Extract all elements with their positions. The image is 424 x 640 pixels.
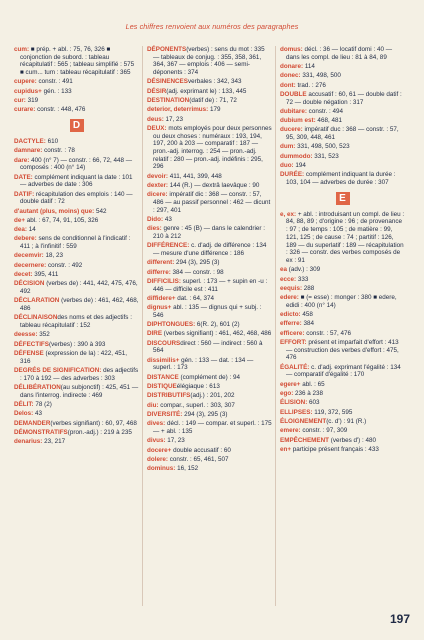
- index-references: constr. : 492: [46, 261, 83, 269]
- index-entry: [14, 226, 139, 234]
- index-headword: dies:: [147, 225, 162, 233]
- index-references: (verbes signifiant) : 60, 97, 468: [50, 419, 137, 427]
- index-entry: [280, 266, 405, 274]
- index-entry: [14, 367, 139, 382]
- index-headword: deesse:: [14, 331, 38, 339]
- index-headword: DÉCLINAISON: [14, 314, 58, 322]
- index-references: 78 (2): [33, 400, 52, 408]
- index-entry: [147, 383, 272, 391]
- index-references: élégiaque : 613: [176, 383, 220, 391]
- index-entry: [147, 269, 272, 277]
- index-references: 603: [307, 399, 320, 407]
- index-entry: [14, 217, 139, 225]
- index-headword: DIFFICILIS:: [147, 277, 181, 285]
- index-headword: eequis:: [280, 284, 303, 292]
- index-entry: [14, 208, 139, 216]
- index-references: accusatif : 60, 61 — double datif : 72 — double négation : 317: [286, 90, 402, 106]
- index-references: 468, 481: [315, 117, 342, 125]
- index-entry: [147, 97, 272, 105]
- index-entry: [14, 252, 139, 260]
- index-entry: [147, 216, 272, 224]
- index-references: 18, 23: [43, 252, 64, 260]
- index-references: constr. : 494: [306, 107, 343, 115]
- index-references: 114: [303, 63, 315, 70]
- index-entry: [147, 321, 272, 329]
- index-headword: ÉLOIGNEMENT: [280, 417, 327, 425]
- index-references: des adjectifs : 170 à 192 — des adverbes : 303: [20, 366, 139, 382]
- index-references: décl. : 36 — locatif domi : 40 — dans les compl. de lieu : 81 à 84, 89: [286, 46, 392, 61]
- index-references: 17, 23: [165, 437, 185, 445]
- index-entry: [280, 427, 405, 435]
- index-references: genre : 45 (B) — dans le calendrier : 210 à 212: [153, 225, 265, 240]
- index-headword: denarius:: [14, 438, 43, 446]
- index-entry: [280, 311, 405, 319]
- index-headword: dubium est:: [280, 117, 316, 125]
- index-headword: decemvir:: [14, 252, 44, 260]
- index-headword: cur:: [14, 97, 26, 104]
- index-references: sens de conditionnel à l'indicatif : 411 ; à l'infinitif : 559: [20, 235, 131, 251]
- index-headword: DÉCISION: [14, 280, 45, 288]
- index-references: 6(R. 2), 601 (2): [195, 321, 240, 329]
- index-headword: ELLIPSES:: [280, 408, 313, 416]
- index-entry: [280, 82, 405, 90]
- index-references: 144 (R.) — dextrâ laevâque : 90: [168, 182, 260, 189]
- index-headword: emere:: [280, 427, 301, 435]
- index-entry: [147, 106, 272, 114]
- index-entry: [280, 276, 405, 284]
- index-entry: [14, 341, 139, 349]
- index-entry: [14, 88, 139, 96]
- index-references: (verbes) : 390 à 393: [48, 340, 106, 348]
- index-headword: diffidere+: [147, 294, 176, 302]
- index-entry: [147, 242, 272, 257]
- index-references: gén. : 133: [41, 87, 72, 95]
- index-references: 384 — constr. : 98: [170, 268, 224, 276]
- index-references: ■ prép. + abl. : 75, 76, 326 ■ conjonction de subord. : tableau récapitulatif : 565 ; tableau simplifié : 575 ■ cum... tum : tableau récapitulatif : 365: [20, 46, 135, 77]
- index-headword: cupidus+: [14, 87, 42, 95]
- index-references: c. d'adj. de différence : 134 — mesure d'une différence : 186: [153, 242, 267, 257]
- page-header: Les chiffres renvoient aux numéros des paragraphes: [125, 22, 299, 31]
- index-headword: DACTYLE:: [14, 138, 46, 145]
- index-headword: diu:: [147, 401, 159, 409]
- index-references: 352: [37, 331, 50, 339]
- index-entry: [147, 46, 272, 77]
- index-headword: dont:: [280, 81, 296, 89]
- index-headword: DÉSINENCES: [147, 78, 188, 86]
- index-headword: differre:: [147, 268, 171, 276]
- index-headword: e, ex:: [280, 210, 297, 218]
- index-headword: ecce:: [280, 275, 297, 283]
- index-entry: [14, 331, 139, 339]
- index-references: c. d'adj. exprimant l'égalité : 134 — comparatif d'égalité : 170: [286, 363, 401, 379]
- index-entry: [147, 420, 272, 435]
- index-headword: ego:: [280, 390, 294, 398]
- index-references: (pron.-adj.) : 219 à 235: [67, 428, 132, 436]
- index-references: 194: [293, 162, 306, 170]
- index-headword: devoir:: [147, 172, 168, 180]
- index-entry: [280, 126, 405, 141]
- index-entry: [280, 330, 405, 338]
- index-headword: dexter:: [147, 182, 168, 189]
- index-entry: [147, 78, 272, 86]
- index-headword: EMPÊCHEMENT: [280, 436, 329, 444]
- index-entry: [280, 211, 405, 265]
- index-references: constr. : 57, 476: [304, 329, 352, 337]
- index-references: 384: [301, 320, 314, 328]
- column-divider: [275, 46, 276, 606]
- index-entry: [280, 91, 405, 106]
- index-entry: [14, 420, 139, 428]
- index-references: participe présent français : 433: [291, 445, 379, 453]
- index-entry: [14, 410, 139, 418]
- index-headword: decernere:: [14, 261, 47, 269]
- index-entry: [14, 297, 139, 312]
- index-references: verbales : 342, 343: [187, 78, 242, 86]
- index-headword: Delos:: [14, 410, 34, 418]
- index-references: 236 à 238: [293, 390, 324, 398]
- index-references: 333: [296, 275, 309, 283]
- index-references: abl. : 65: [300, 380, 325, 388]
- index-entry: [280, 171, 405, 186]
- index-headword: edicto:: [280, 311, 301, 319]
- index-entry: [280, 409, 405, 417]
- index-references: abl. : 67, 74, 91, 105, 326: [25, 216, 99, 224]
- index-entry: [14, 235, 139, 250]
- index-entry: [14, 314, 139, 329]
- index-entry: [14, 280, 139, 295]
- index-headword: debere:: [14, 235, 37, 243]
- index-headword: dicere:: [147, 191, 168, 199]
- index-headword: efficere:: [280, 329, 305, 337]
- index-references: (complément de) : 94: [178, 373, 240, 381]
- index-references: récapitulation des emplois : 140 — double datif : 72: [20, 190, 133, 206]
- index-headword: EFFORT:: [280, 339, 307, 347]
- index-entry: [280, 339, 405, 362]
- index-references: (c. d') : 91 (R.): [326, 417, 367, 425]
- index-headword: duo:: [280, 162, 294, 170]
- index-headword: de+: [14, 216, 26, 224]
- index-entry: [14, 147, 139, 155]
- index-references: constr. : 78: [42, 147, 75, 155]
- index-headword: DISTIQUE: [147, 383, 177, 391]
- index-headword: DÉPONENTS: [147, 46, 187, 53]
- index-entry: [14, 401, 139, 409]
- index-headword: cum:: [14, 46, 30, 53]
- index-entry: [14, 157, 139, 172]
- index-references: abl. : 135 — dignus qui + subj. : 546: [153, 304, 262, 319]
- index-entry: [280, 364, 405, 379]
- index-headword: edere:: [280, 294, 299, 302]
- index-entry: [14, 429, 139, 437]
- index-column-2: [147, 46, 272, 474]
- index-entry: [147, 456, 272, 464]
- index-references: (au subjonctif) : 425, 451 — dans l'interrog. indirecte : 469: [20, 383, 139, 399]
- index-references: 23, 217: [42, 438, 66, 446]
- index-entry: [14, 174, 139, 189]
- index-entry: [280, 320, 405, 328]
- index-entry: [280, 72, 405, 80]
- index-references: 17, 23: [163, 115, 184, 123]
- index-references: 331, 498, 500, 523: [295, 143, 350, 151]
- index-entry: [280, 437, 405, 445]
- index-headword: dare:: [14, 156, 30, 164]
- index-references: 331, 523: [312, 152, 339, 160]
- index-headword: dominus:: [147, 465, 176, 473]
- index-headword: DÉCLARATION: [14, 297, 60, 305]
- index-references: 179: [208, 106, 221, 114]
- index-references: constr. : 97, 309: [300, 427, 348, 435]
- index-references: 319: [25, 97, 39, 104]
- index-headword: DURÉE:: [280, 171, 305, 179]
- index-references: complément indiquant la durée : 103, 104 — adverbes de durée : 307: [286, 171, 396, 187]
- index-column-1: [14, 46, 139, 447]
- index-references: constr. : 448, 476: [35, 106, 86, 114]
- index-references: (adj.) : 201, 202: [190, 392, 235, 400]
- index-references: complément indiquant la date : 101 — adverbes de date : 306: [20, 173, 133, 189]
- index-headword: DÉFECTIFS: [14, 340, 49, 348]
- index-references: (verbes) : sens du mot : 335 — tableaux de conjug. : 355, 358, 361, 364, 367 — emplois : 406 — semi-déponents : 374: [153, 46, 265, 77]
- index-references: 610: [45, 138, 59, 145]
- index-headword: different:: [147, 259, 175, 267]
- index-references: 395, 411: [32, 271, 59, 279]
- index-entry: [280, 46, 405, 61]
- index-references: décl. : 149 — compar. et superl. : 175 — + abl. : 135: [153, 420, 272, 435]
- index-entry: [14, 350, 139, 365]
- index-references: 542: [94, 207, 107, 215]
- index-references: (adj. exprimant le) : 133, 445: [166, 87, 247, 95]
- column-divider: [142, 46, 143, 606]
- index-headword: DISCOURS: [147, 339, 181, 347]
- index-entry: [14, 138, 139, 146]
- index-headword: ÉLISION:: [280, 399, 308, 407]
- index-headword: DATIF:: [14, 190, 35, 198]
- index-headword: egere+: [280, 380, 301, 388]
- index-entry: [280, 418, 405, 426]
- index-entry: [280, 446, 405, 454]
- index-entry: [14, 78, 139, 86]
- index-headword: dignus+: [147, 304, 172, 312]
- index-headword: damnare:: [14, 147, 43, 155]
- index-headword: ÉGALITÉ:: [280, 363, 310, 371]
- index-headword: deus:: [147, 115, 164, 123]
- index-entry: [14, 97, 139, 105]
- index-entry: [280, 108, 405, 116]
- index-references: constr. : 491: [36, 78, 73, 86]
- index-entry: [147, 191, 272, 214]
- index-entry: [280, 381, 405, 389]
- section-letter: D: [70, 119, 84, 132]
- index-headword: donare:: [280, 63, 304, 70]
- index-headword: domus:: [280, 46, 303, 53]
- index-headword: DIPHTONGUES:: [147, 321, 196, 329]
- index-references: gén. : 133 — dat. : 134 — superl. : 173: [153, 356, 254, 372]
- index-headword: DÉMONSTRATIFS: [14, 428, 68, 436]
- index-headword: efferre:: [280, 320, 302, 328]
- index-entry: [147, 182, 272, 190]
- index-headword: en+: [280, 445, 292, 453]
- index-entry: [147, 295, 272, 303]
- index-entry: [14, 46, 139, 77]
- index-headword: curare:: [14, 106, 36, 114]
- index-headword: DEUX:: [147, 124, 167, 132]
- index-references: 43: [163, 216, 172, 223]
- index-entry: [147, 304, 272, 319]
- index-entry: [280, 294, 405, 309]
- index-headword: dubitare:: [280, 107, 307, 115]
- index-references: mots employés pour deux personnes ou deux choses : numéraux : 193, 194, 197, 200 à 203 — comparatif : 187 — pron.-adj. interrog. : 254 — pron.-adj. relatif : 280 — pron.-adj. indéfinis : 295, 296: [153, 124, 272, 171]
- index-references: (verbes d') : 480: [328, 436, 377, 444]
- index-headword: DATE:: [14, 173, 33, 181]
- index-headword: DÉLIT:: [14, 400, 34, 408]
- index-references: 294 (3), 295 (3): [174, 259, 220, 267]
- index-headword: dolere:: [147, 455, 168, 463]
- index-headword: DEGRÉS DE SIGNIFICATION:: [14, 366, 102, 374]
- index-references: 294 (3), 295 (3): [182, 410, 228, 418]
- index-references: (expression de la) : 422, 451, 316: [20, 349, 128, 365]
- page-number: 197: [389, 612, 410, 626]
- index-entry: [147, 392, 272, 400]
- index-entry: [14, 191, 139, 206]
- index-references: (adv.) : 309: [287, 266, 321, 274]
- index-entry: [147, 173, 272, 181]
- index-headword: DÉFENSE: [14, 349, 44, 357]
- index-references: 331, 498, 500: [300, 72, 341, 80]
- index-headword: dives:: [147, 420, 166, 428]
- index-entry: [280, 143, 405, 151]
- index-references: + abl. : introduisant un compl. de lieu : 84, 88, 89 ; d'origine : 96 ; de provenance : 97 ; de temps : 105 ; de matière : 99, 121, 125 ; de cause : 74 ; partitif : 126, 189 — du superlatif : 189 — récapitulation : 326 — constr. des verbes composés de ex : 91: [286, 210, 405, 264]
- index-references: 119, 372, 595: [312, 408, 353, 416]
- index-references: présent et imparfait d'effort : 413 — construction des verbes d'effort : 475, 476: [286, 339, 399, 362]
- index-entry: [147, 88, 272, 96]
- section-letter: E: [336, 192, 350, 205]
- index-entry: [147, 116, 272, 124]
- index-headword: DIVERSITÉ:: [147, 410, 183, 418]
- index-references: (verbes signifiant) : 461, 462, 468, 486: [162, 330, 272, 338]
- index-references: 16, 152: [175, 465, 199, 473]
- index-headword: DÉLIBÉRATION: [14, 383, 61, 391]
- index-references: 14: [26, 226, 36, 234]
- index-references: 400 (n° 7) — constr. : 66, 72, 448 — composés : 400 (n° 14): [20, 156, 133, 172]
- index-entry: [280, 285, 405, 293]
- index-column-3: [280, 46, 405, 455]
- index-references: impératif dic : 368 — constr. : 57, 486 — au passif personnel : 462 — dicunt : 297, 401: [153, 191, 271, 214]
- index-entry: [147, 125, 272, 171]
- index-references: des noms et des adjectifs : tableau récapitulatif : 152: [20, 314, 132, 330]
- index-headword: d'autant (plus, moins) que:: [14, 207, 95, 215]
- index-references: (verbes de) : 461, 462, 468, 486: [20, 297, 139, 313]
- index-references: ■ (= esse) : monger : 380 ■ edere, edidi : 400 (n° 14): [286, 294, 397, 309]
- index-entry: [14, 438, 139, 446]
- index-entry: [147, 225, 272, 240]
- index-headword: DEMANDER: [14, 419, 51, 427]
- index-headword: dummodo:: [280, 152, 313, 160]
- index-headword: deterior, deterrimus:: [147, 106, 209, 114]
- index-references: dat. : 64, 374: [175, 294, 215, 302]
- index-headword: DISTRIBUTIFS: [147, 392, 191, 400]
- index-entry: [14, 106, 139, 114]
- index-entry: [280, 117, 405, 125]
- index-entry: [147, 447, 272, 455]
- index-entry: [14, 384, 139, 399]
- index-entry: [14, 271, 139, 279]
- index-references: 288: [302, 284, 315, 292]
- index-headword: donec:: [280, 72, 301, 80]
- index-headword: docere+: [147, 446, 172, 454]
- index-entry: [280, 399, 405, 407]
- index-references: direct : 560 — indirect : 560 à 564: [153, 339, 263, 355]
- index-entry: [280, 63, 405, 71]
- index-headword: dum:: [280, 143, 296, 151]
- index-references: 458: [300, 311, 313, 319]
- index-entry: [147, 402, 272, 410]
- index-headword: ea: [280, 266, 288, 274]
- index-headword: DISTANCE: [147, 373, 179, 381]
- index-entry: [280, 390, 405, 398]
- index-references: 43: [33, 410, 43, 418]
- index-references: compar., superl. : 303, 307: [158, 401, 235, 409]
- index-references: 411, 441, 399, 448: [168, 172, 222, 180]
- index-headword: ducere:: [280, 126, 303, 134]
- index-entry: [147, 374, 272, 382]
- index-headword: DOUBLE: [280, 90, 307, 98]
- index-references: (verbes de) : 441, 442, 475, 476, 492: [20, 280, 138, 296]
- index-headword: DÉSIR: [147, 87, 167, 95]
- index-entry: [147, 330, 272, 338]
- index-entry: [147, 437, 272, 445]
- index-references: superl. : 173 — + supin en -u : 446 — difficile est : 411: [153, 277, 268, 293]
- index-entry: [147, 340, 272, 355]
- index-entry: [280, 153, 405, 161]
- index-entry: [280, 162, 405, 170]
- index-references: impératif duc : 368 — constr. : 57, 95, 309, 448, 461: [286, 126, 399, 142]
- index-headword: cupere:: [14, 78, 37, 86]
- index-references: trad. : 276: [295, 81, 326, 89]
- index-entry: [14, 262, 139, 270]
- index-entry: [147, 411, 272, 419]
- index-headword: DIFFÉRENCE:: [147, 242, 190, 250]
- index-headword: dea:: [14, 226, 27, 234]
- index-entry: [147, 259, 272, 267]
- index-headword: Dido:: [147, 216, 164, 223]
- index-headword: dissimilis+: [147, 356, 180, 364]
- index-headword: DESTINATION: [147, 97, 190, 104]
- index-entry: [147, 278, 272, 293]
- index-entry: [147, 357, 272, 372]
- index-references: double accusatif : 60: [171, 446, 231, 454]
- index-references: (datif de) : 71, 72: [189, 97, 237, 104]
- index-headword: decet:: [14, 271, 33, 279]
- index-headword: DIRE: [147, 330, 163, 338]
- index-headword: divus:: [147, 437, 166, 445]
- index-references: constr. : 65, 461, 507: [168, 455, 229, 463]
- index-entry: [147, 465, 272, 473]
